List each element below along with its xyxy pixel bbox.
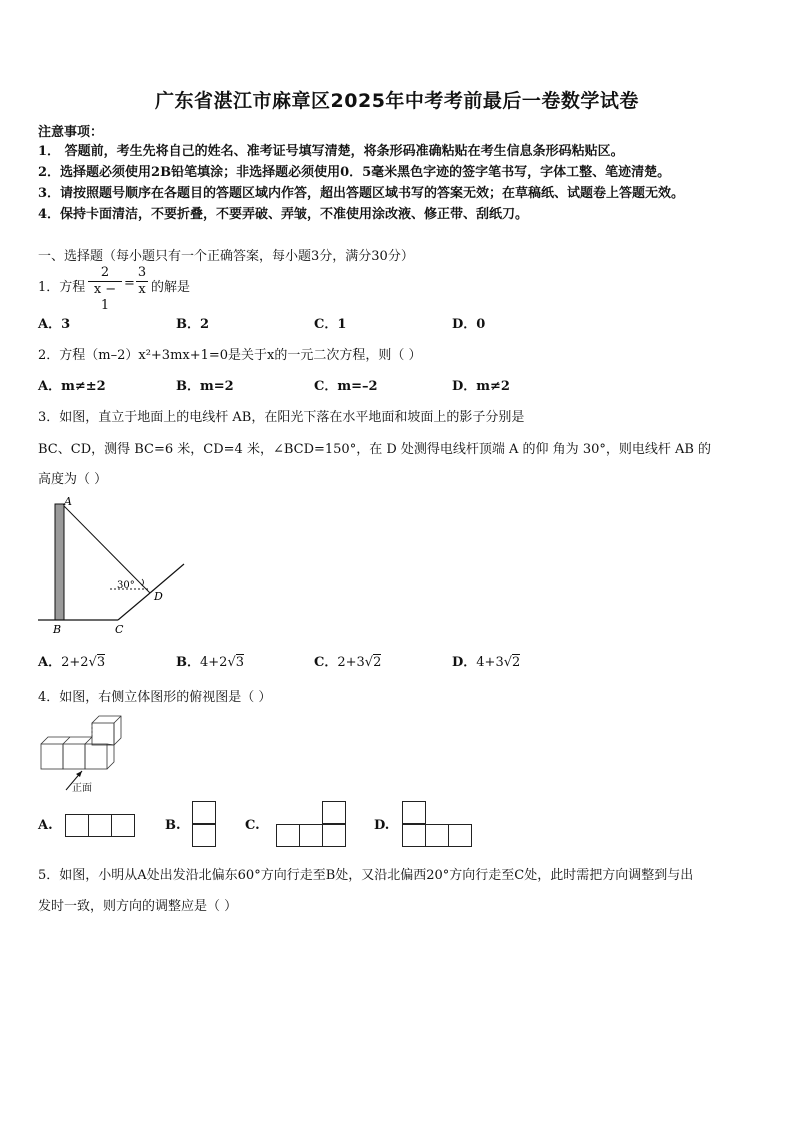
q4-option-a[interactable]: A. <box>38 818 53 833</box>
q3-option-c-radicand: 2 <box>373 655 382 670</box>
q3-option-a-value: 2+2 <box>61 655 89 670</box>
q2-option-a[interactable]: A．m≠±2 <box>38 379 106 394</box>
q1-fraction-right <box>136 265 148 298</box>
label-b: B <box>53 623 62 636</box>
arrow-head-icon <box>76 771 82 777</box>
page-title: 广东省湛江市麻章区2025年中考考前最后一卷数学试卷 <box>155 90 639 112</box>
slope-cd <box>118 593 150 620</box>
q3-line-3: 高度为（ ） <box>38 472 108 487</box>
sqrt-icon: √ <box>227 655 236 670</box>
q2-option-d[interactable]: D．m≠2 <box>452 379 510 394</box>
q4-option-c[interactable]: C. <box>245 818 260 833</box>
q1-option-b[interactable]: B．2 <box>176 317 210 332</box>
q1-frac2-den: x <box>138 282 146 297</box>
q3-option-c-label: C． <box>314 655 338 670</box>
notice-heading: 注意事项： <box>38 125 104 140</box>
q4-text: 4．如图，右侧立体图形的俯视图是（ ） <box>38 690 272 705</box>
q5-line-1: 5．如图，小明从A处出发沿北偏东60°方向行走至B处，又沿北偏西20°方向行走至C处，此时需把方向调整到与出 <box>38 868 694 883</box>
q3-option-d[interactable] <box>452 651 520 670</box>
front-label: 正面 <box>72 783 92 794</box>
notice-item-1: 1． 答题前，考生先将自己的姓名、准考证号填写清楚，将条形码准确粘贴在考生信息条形码粘贴区。 <box>38 144 624 159</box>
section-heading: 一、选择题（每小题只有一个正确答案，每小题3分，满分30分） <box>38 249 414 264</box>
q1-frac1-num: 2 <box>100 265 110 280</box>
notice-item-4: 4．保持卡面清洁，不要折叠，不要弄破、弄皱，不准使用涂改液、修正带、刮纸刀。 <box>38 207 529 222</box>
sqrt-icon: √ <box>364 655 374 670</box>
q5-line-2: 发时一致，则方向的调整应是（ ） <box>38 899 238 914</box>
q3-option-b-label: B． <box>176 655 200 670</box>
q3-option-b[interactable] <box>176 651 244 670</box>
q3-option-d-value: 4+3 <box>476 655 504 670</box>
q2-option-c[interactable]: C．m=–2 <box>314 379 378 394</box>
q1-fraction-left <box>88 265 122 313</box>
q3-option-a[interactable] <box>38 651 105 670</box>
sqrt-icon: √ <box>88 655 97 670</box>
q3-line-2: BC、CD，测得 BC=6 米，CD=4 米，∠BCD=150°，在 D 处测得电线杆顶端 A 的仰 角为 30°，则电线杆 AB 的 <box>38 442 712 457</box>
q3-option-a-label: A． <box>38 655 62 670</box>
q3-option-b-radicand: 3 <box>235 655 245 670</box>
q1-suffix: 的解是 <box>151 280 191 295</box>
q1-option-d[interactable]: D．0 <box>452 317 486 332</box>
q4-option-b[interactable]: B. <box>165 818 181 833</box>
slope-extension <box>150 564 184 593</box>
q3-figure <box>38 496 188 636</box>
q2-option-b[interactable]: B．m=2 <box>176 379 234 394</box>
q1-prefix: 1．方程 <box>38 280 86 295</box>
q3-option-c[interactable] <box>314 651 381 670</box>
q3-option-b-value: 4+2 <box>200 655 228 670</box>
label-a: A <box>64 495 72 508</box>
q2-text: 2．方程（m–2）x²+3mx+1=0是关于x的一元二次方程，则（ ） <box>38 348 422 363</box>
q3-line-1: 3．如图，直立于地面上的电线杆 AB，在阳光下落在水平地面和坡面上的影子分别是 <box>38 410 525 425</box>
q1-option-c[interactable]: C．1 <box>314 317 347 332</box>
label-d: D <box>154 590 163 603</box>
label-c: C <box>115 623 124 636</box>
pole-ab <box>55 504 64 620</box>
sun-ray-ad <box>64 506 150 593</box>
notice-item-3: 3．请按照题号顺序在各题目的答题区域内作答，超出答题区域书写的答案无效；在草稿纸、试题卷上答题无效。 <box>38 186 685 201</box>
q1-equals: = <box>124 276 135 291</box>
sqrt-icon: √ <box>503 655 513 670</box>
q3-option-c-value: 2+3 <box>337 655 365 670</box>
q1-frac2-num: 3 <box>137 265 147 280</box>
q1-option-a[interactable]: A．3 <box>38 317 71 332</box>
q3-option-d-radicand: 2 <box>512 655 521 670</box>
q4-option-d[interactable]: D. <box>374 818 390 833</box>
q3-option-a-radicand: 3 <box>96 655 106 670</box>
notice-item-2: 2．选择题必须使用2B铅笔填涂；非选择题必须使用0．5毫米黑色字迹的签字笔书写，字体工整、笔迹清楚。 <box>38 165 671 180</box>
label-angle: 30° <box>117 580 135 591</box>
q1-frac1-den: x − 1 <box>93 282 117 313</box>
q3-option-d-label: D． <box>452 655 477 670</box>
